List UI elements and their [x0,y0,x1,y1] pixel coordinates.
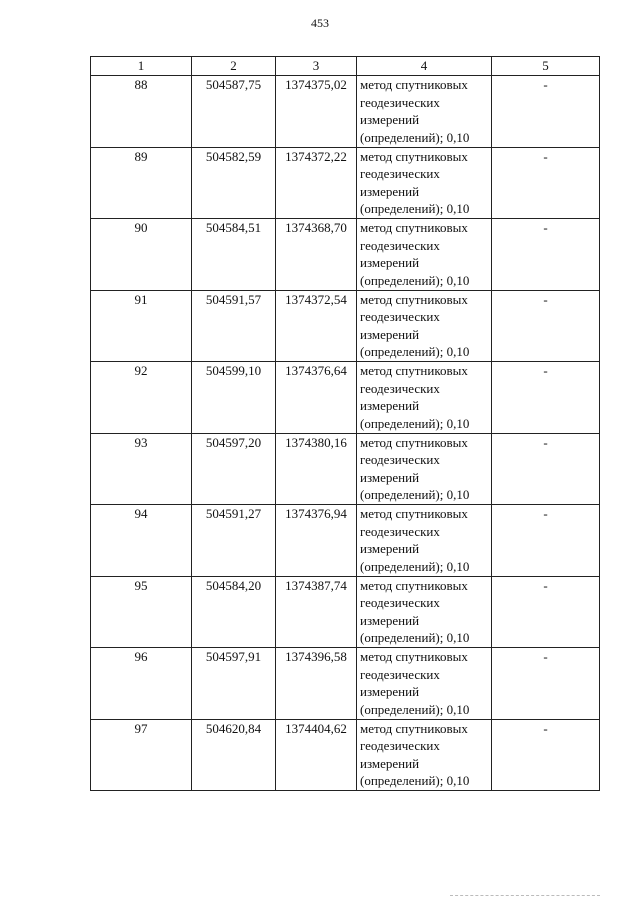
point-number-cell: 97 [91,719,192,791]
table-row [91,433,600,505]
point-number-cell: 89 [91,147,192,219]
x-coordinate-cell: 504620,84 [192,719,276,791]
y-coordinate-cell: 1374372,54 [276,290,357,362]
x-coordinate-cell: 504591,57 [192,290,276,362]
method-text: метод спутниковых геодезических измерений (определений); 0,10 [360,434,470,502]
note-cell: - [492,576,600,648]
method-text: метод спутниковых геодезических измерений (определений); 0,10 [360,291,470,359]
y-coordinate-cell: 1374404,62 [276,719,357,791]
note-cell: - [492,505,600,577]
y-coordinate-cell: 1374380,16 [276,433,357,505]
method-accuracy-cell [357,648,492,720]
table-row [91,505,600,577]
point-number-cell: 90 [91,219,192,291]
y-coordinate-cell: 1374376,64 [276,362,357,434]
method-accuracy-cell [357,576,492,648]
point-number-cell: 93 [91,433,192,505]
table-row [91,219,600,291]
x-coordinate-cell: 504582,59 [192,147,276,219]
table-body [91,76,600,791]
note-cell: - [492,290,600,362]
header-col-1: 1 [91,57,192,76]
note-cell: - [492,362,600,434]
method-text: метод спутниковых геодезических измерений (определений); 0,10 [360,220,470,288]
table-row [91,76,600,148]
note-cell: - [492,76,600,148]
header-col-4: 4 [357,57,492,76]
method-text: метод спутниковых геодезических измерений (определений); 0,10 [360,506,470,574]
x-coordinate-cell: 504584,20 [192,576,276,648]
method-accuracy-cell [357,290,492,362]
point-number-cell: 94 [91,505,192,577]
x-coordinate-cell: 504597,20 [192,433,276,505]
y-coordinate-cell: 1374372,22 [276,147,357,219]
y-coordinate-cell: 1374387,74 [276,576,357,648]
method-accuracy-cell [357,433,492,505]
note-cell: - [492,219,600,291]
method-accuracy-cell [357,719,492,791]
point-number-cell: 95 [91,576,192,648]
method-text: метод спутниковых геодезических измерений (определений); 0,10 [360,577,470,645]
method-accuracy-cell [357,505,492,577]
y-coordinate-cell: 1374368,70 [276,219,357,291]
point-number-cell: 88 [91,76,192,148]
y-coordinate-cell: 1374376,94 [276,505,357,577]
note-cell: - [492,719,600,791]
x-coordinate-cell: 504584,51 [192,219,276,291]
point-number-cell: 91 [91,290,192,362]
method-text: метод спутниковых геодезических измерений (определений); 0,10 [360,363,470,431]
x-coordinate-cell: 504591,27 [192,505,276,577]
y-coordinate-cell: 1374375,02 [276,76,357,148]
x-coordinate-cell: 504587,75 [192,76,276,148]
table-row [91,147,600,219]
y-coordinate-cell: 1374396,58 [276,648,357,720]
table-row [91,576,600,648]
note-cell: - [492,433,600,505]
x-coordinate-cell: 504599,10 [192,362,276,434]
method-accuracy-cell [357,362,492,434]
method-text: метод спутниковых геодезических измерений (определений); 0,10 [360,649,470,717]
page-number: 453 [311,16,329,30]
table-row [91,290,600,362]
method-accuracy-cell [357,219,492,291]
header-col-2: 2 [192,57,276,76]
note-cell: - [492,147,600,219]
method-text: метод спутниковых геодезических измерений (определений); 0,10 [360,720,470,788]
table-row [91,648,600,720]
note-cell: - [492,648,600,720]
method-text: метод спутниковых геодезических измерений (определений); 0,10 [360,148,470,216]
table-header-row [91,57,600,76]
x-coordinate-cell: 504597,91 [192,648,276,720]
coordinates-table [90,56,600,791]
header-col-5: 5 [492,57,600,76]
table-row [91,362,600,434]
scan-artifact [450,895,600,899]
method-accuracy-cell [357,147,492,219]
header-col-3: 3 [276,57,357,76]
table-row [91,719,600,791]
point-number-cell: 96 [91,648,192,720]
point-number-cell: 92 [91,362,192,434]
method-accuracy-cell [357,76,492,148]
method-text: метод спутниковых геодезических измерений (определений); 0,10 [360,77,470,145]
